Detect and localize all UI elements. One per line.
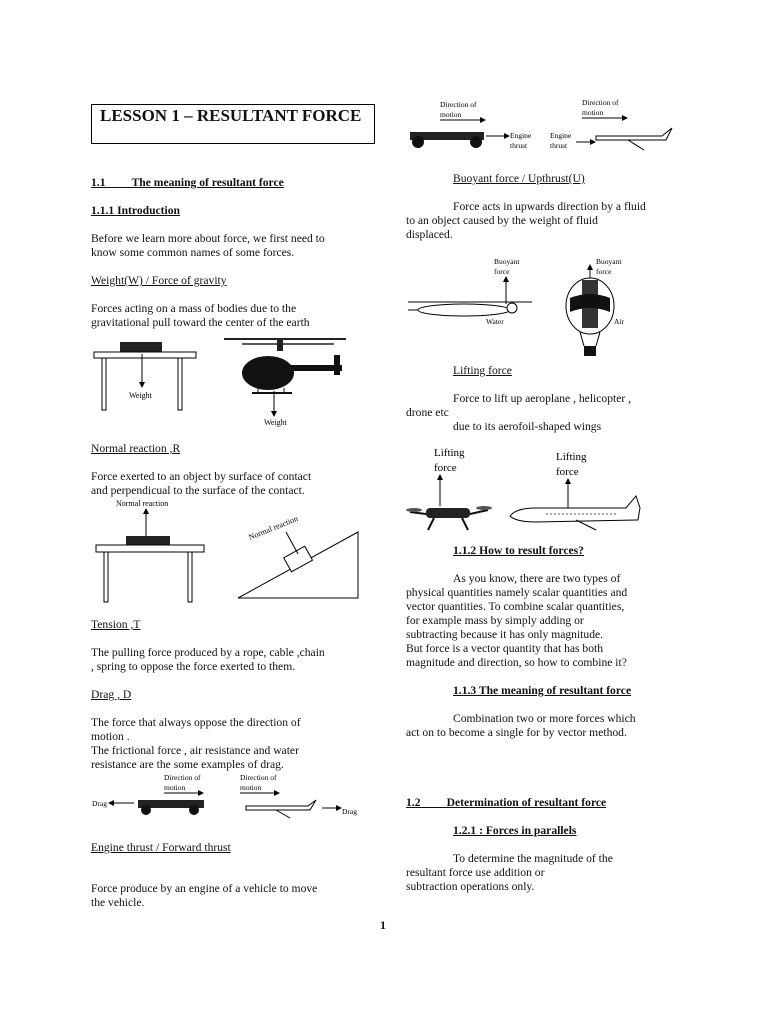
section-1-1-1-heading: 1.1.1 Introduction — [91, 204, 181, 217]
svg-text:Direction of: Direction of — [582, 98, 619, 107]
lifting-line-3: due to its aerofoil-shaped wings — [453, 420, 602, 433]
parallel-line-1: To determine the magnitude of the — [453, 852, 613, 865]
plane-lifting-figure — [506, 446, 646, 534]
svg-text:thrust: thrust — [550, 141, 568, 150]
svg-text:force: force — [434, 462, 457, 474]
meaning-line-1: Combination two or more forces which — [453, 712, 636, 725]
buoyant-heading: Buoyant force / Upthrust(U) — [453, 172, 585, 185]
lifting-heading: Lifting force — [453, 364, 512, 377]
helicopter-weight-figure — [222, 333, 352, 429]
section-1-1-3-heading: 1.1.3 The meaning of resultant force — [453, 684, 632, 697]
thrust-heading: Engine thrust / Forward thrust — [91, 841, 231, 854]
drag-heading: Drag , D — [91, 688, 132, 701]
thrust-line-2: the vehicle. — [91, 896, 145, 909]
how-line-3: vector quantities. To combine scalar quantities, — [406, 600, 625, 613]
svg-text:Direction of: Direction of — [240, 773, 277, 782]
svg-text:motion: motion — [164, 783, 186, 792]
weight-heading: Weight(W) / Force of gravity — [91, 274, 227, 287]
weight-line-2: gravitational pull toward the center of the earth — [91, 316, 310, 329]
drag-line-2: motion . — [91, 730, 130, 743]
svg-text:Direction of: Direction of — [164, 773, 201, 782]
section-1-1-heading: 1.1 The meaning of resultant force — [91, 176, 284, 189]
helicopter-weight-label: Weight — [264, 418, 287, 427]
normal-reaction-label: Normal reaction — [116, 499, 169, 508]
drag-line-4: resistance are the some examples of drag. — [91, 758, 284, 771]
buoyant-line-2: to an object caused by the weight of fluid — [406, 214, 598, 227]
lifting-line-1: Force to lift up aeroplane , helicopter , — [453, 392, 632, 405]
svg-text:Engine: Engine — [510, 131, 532, 140]
page-number: 1 — [380, 918, 386, 932]
svg-text:Lifting: Lifting — [434, 447, 465, 459]
svg-text:force: force — [556, 466, 579, 478]
svg-text:Buoyant: Buoyant — [596, 257, 622, 266]
svg-text:thrust: thrust — [510, 141, 528, 150]
drag-line-1: The force that always oppose the direction of — [91, 716, 301, 729]
svg-text:Engine: Engine — [550, 131, 572, 140]
lesson-title: LESSON 1 – RESULTANT FORCE — [91, 104, 375, 144]
svg-text:Lifting: Lifting — [556, 451, 587, 463]
parallel-line-2: resultant force use addition or — [406, 866, 545, 879]
tension-line-1: The pulling force produced by a rope, cable ,chain — [91, 646, 325, 659]
svg-text:motion: motion — [240, 783, 262, 792]
svg-text:force: force — [596, 267, 612, 276]
how-line-5: subtracting because it has only magnitude. — [406, 628, 604, 641]
intro-line-2: know some common names of some forces. — [91, 246, 295, 259]
swimmer-buoyant-figure — [406, 254, 536, 332]
lifting-line-2: drone etc — [406, 406, 449, 419]
incline-normal-reaction-figure — [236, 510, 362, 602]
drag-line-3: The frictional force , air resistance and water — [91, 744, 299, 757]
how-line-2: physical quantities namely scalar quantities and — [406, 586, 628, 599]
how-line-7: magnitude and direction, so how to combine it? — [406, 656, 627, 669]
svg-text:Water: Water — [486, 317, 504, 326]
drag-car-label: Drag — [92, 799, 107, 808]
parallel-line-3: subtraction operations only. — [406, 880, 535, 893]
meaning-line-2: act on to become a single for by vector method. — [406, 726, 627, 739]
engine-thrust-figure — [406, 96, 678, 158]
thrust-line-1: Force produce by an engine of a vehicle to move — [91, 882, 318, 895]
buoyant-line-3: displaced. — [406, 228, 453, 241]
svg-text:Air: Air — [614, 317, 624, 326]
tension-line-2: , spring to oppose the force exerted to them. — [91, 660, 296, 673]
incline-normal-reaction-label: Normal reaction — [247, 513, 300, 542]
normal-line-2: and perpendicual to the surface of the contact. — [91, 484, 305, 497]
how-line-4: for example mass by simply adding or — [406, 614, 584, 627]
section-1-2-1-heading: 1.2.1 : Forces in parallels — [453, 824, 577, 837]
tension-heading: Tension ,T — [91, 618, 141, 631]
section-1-1-2-heading: 1.1.2 How to result forces? — [453, 544, 584, 557]
weight-figure-label: Weight — [129, 391, 152, 400]
svg-text:force: force — [494, 267, 510, 276]
drag-plane-label: Drag — [342, 807, 357, 816]
normal-heading: Normal reaction ,R — [91, 442, 181, 455]
how-line-6: But force is a vector quantity that has both — [406, 642, 604, 655]
svg-text:Direction of: Direction of — [440, 100, 477, 109]
buoyant-line-1: Force acts in upwards direction by a fluid — [453, 200, 646, 213]
balloon-buoyant-figure — [560, 254, 660, 362]
svg-text:motion: motion — [582, 108, 604, 117]
weight-line-1: Forces acting on a mass of bodies due to the — [91, 302, 297, 315]
svg-text:Buoyant: Buoyant — [494, 257, 520, 266]
drag-figure — [90, 770, 362, 828]
intro-line-1: Before we learn more about force, we first need to — [91, 232, 325, 245]
drone-lifting-figure — [406, 444, 492, 540]
svg-text:motion: motion — [440, 110, 462, 119]
section-1-2-heading: 1.2 Determination of resultant force — [406, 796, 607, 809]
table-normal-reaction-figure — [94, 496, 206, 604]
table-weight-figure — [92, 338, 198, 414]
normal-line-1: Force exerted to an object by surface of contact — [91, 470, 312, 483]
how-line-1: As you know, there are two types of — [453, 572, 621, 585]
